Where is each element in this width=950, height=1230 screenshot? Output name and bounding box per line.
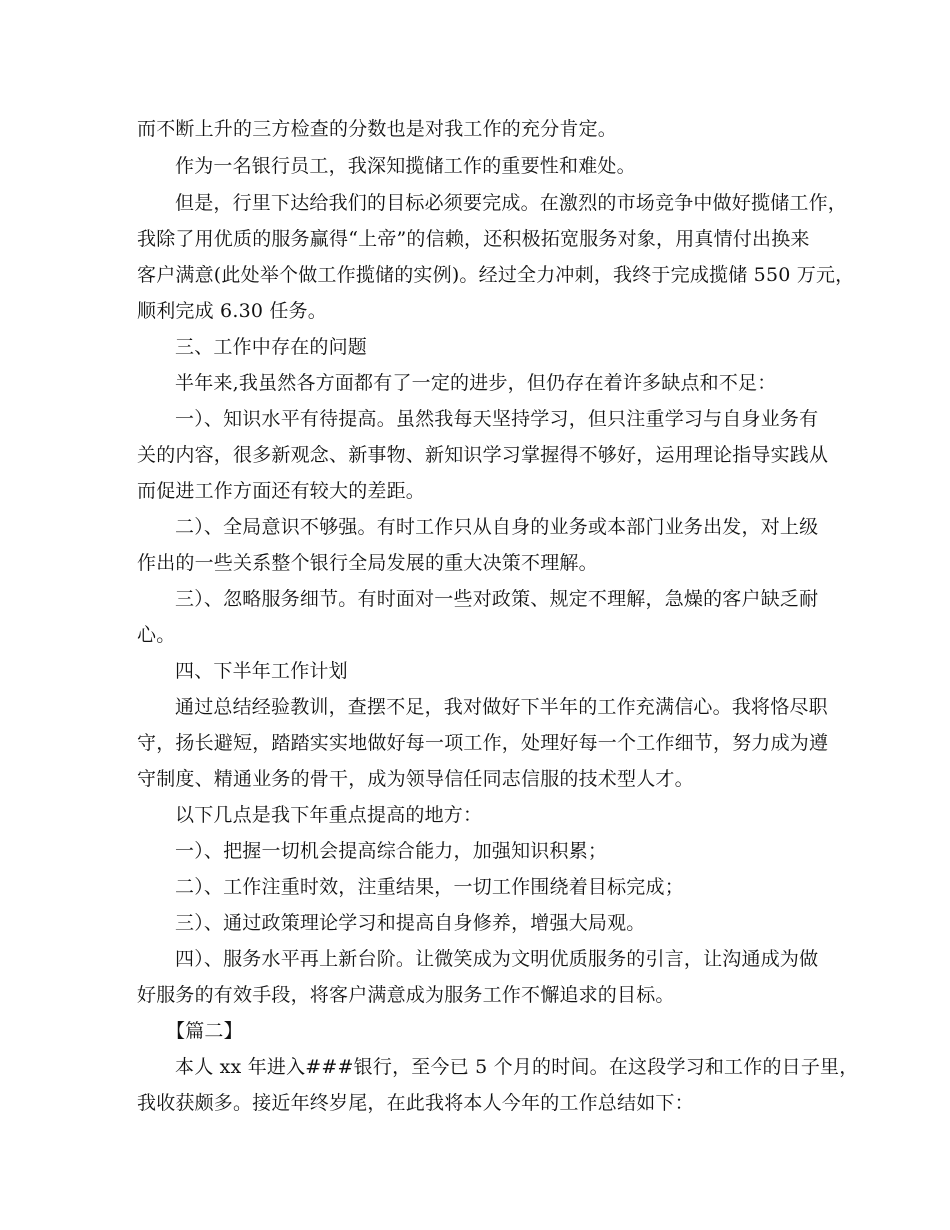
text-line-5: 客户满意(此处举个做工作揽储的实例)。经过全力冲刺，我终于完成揽储 550 万元，: [137, 264, 855, 286]
text-line-6: 顺利完成 6.30 任务。: [137, 300, 327, 322]
text-line-25: 好服务的有效手段，将客户满意成为服务工作不懈追求的目标。: [137, 984, 675, 1006]
text-line-2: 作为一名银行员工，我深知揽储工作的重要性和难处。: [175, 155, 636, 177]
text-line-10: 关的内容，很多新观念、新事物、新知识学习掌握得不够好，运用理论指导实践从: [137, 444, 829, 466]
text-line-22: 二）、工作注重时效，注重结果，一切工作围绕着目标完成；: [175, 876, 684, 898]
text-line-14: 三）、忽略服务细节。有时面对一些对政策、规定不理解，急燥的客户缺乏耐: [175, 588, 819, 610]
text-line-27: 本人 xx 年进入###银行，至今已 5 个月的时间。在这段学习和工作的日子里，: [175, 1056, 859, 1078]
text-line-3: 但是，行里下达给我们的目标必须要完成。在激烈的市场竞争中做好揽储工作，: [175, 192, 848, 214]
text-line-9: 一）、知识水平有待提高。虽然我每天坚持学习，但只注重学习与自身业务有: [175, 408, 819, 430]
text-line-4: 我除了用优质的服务赢得“上帝”的信赖，还积极拓宽服务对象，用真情付出换来: [137, 228, 810, 250]
text-line-15: 心。: [137, 624, 176, 646]
section-heading-4: 四、下半年工作计划: [175, 660, 348, 682]
text-line-24: 四）、服务水平再上新台阶。让微笑成为文明优质服务的引言，让沟通成为做: [175, 948, 819, 970]
text-line-13: 作出的一些关系整个银行全局发展的重大决策不理解。: [137, 552, 598, 574]
text-line-8: 半年来,我虽然各方面都有了一定的进步，但仍存在着许多缺点和不足：: [175, 372, 777, 394]
section-heading-3: 三、工作中存在的问题: [175, 336, 368, 358]
text-line-11: 而促进工作方面还有较大的差距。: [137, 480, 426, 502]
text-line-12: 二）、全局意识不够强。有时工作只从自身的业务或本部门业务出发，对上级: [175, 516, 819, 538]
text-line-21: 一）、把握一切机会提高综合能力，加强知识积累；: [175, 840, 608, 862]
text-line-19: 守制度、精通业务的骨干，成为领导信任同志信服的技术型人才。: [137, 768, 694, 790]
text-line-17: 通过总结经验教训，查摆不足，我对做好下半年的工作充满信心。我将恪尽职: [175, 696, 828, 718]
text-line-28: 我收获颇多。接近年终岁尾，在此我将本人今年的工作总结如下：: [137, 1092, 694, 1114]
text-line-20: 以下几点是我下年重点提高的地方：: [175, 804, 483, 826]
text-line-18: 守，扬长避短，踏踏实实地做好每一项工作，处理好每一个工作细节，努力成为遵: [137, 732, 829, 754]
text-line-23: 三）、通过政策理论学习和提高自身修养，增强大局观。: [175, 912, 646, 934]
text-line-1: 而不断上升的三方检查的分数也是对我工作的充分肯定。: [137, 118, 618, 140]
section-heading-part2: 【篇二】: [166, 1020, 243, 1042]
